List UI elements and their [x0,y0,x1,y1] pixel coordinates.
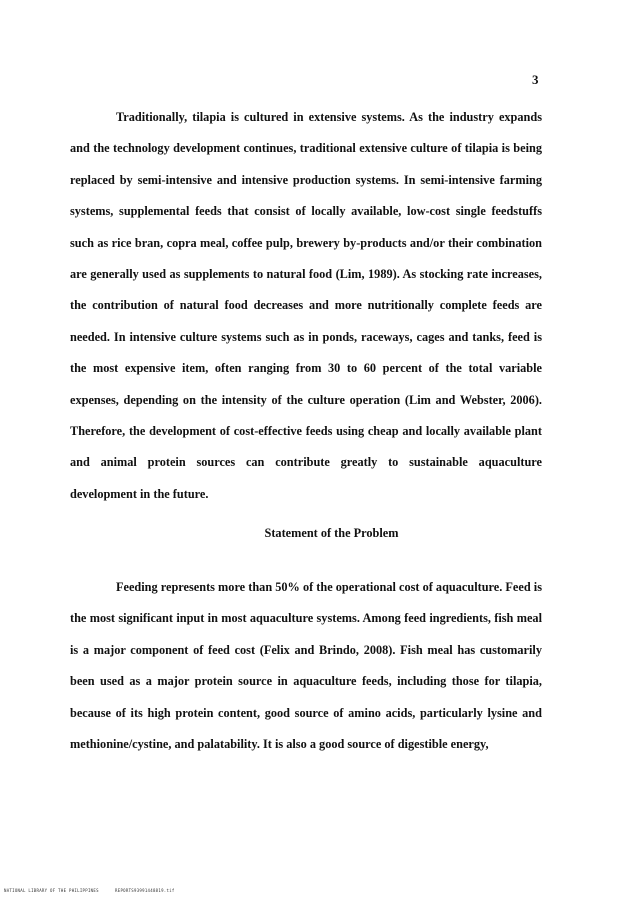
page-number: 3 [532,72,539,87]
section-heading: Statement of the Problem [264,526,399,540]
body-paragraph-intro: Traditionally, tilapia is cultured in extensive systems. As the industry expands and the technology development continues, traditional extensive culture of tilapia is being replaced by semi-intensive and intensive production systems. In semi-intensive farming systems, supplemental feeds that consist of locally available, low-cost single feedstuffs such as rice bran, copra meal, coffee pulp, brewery by-products and/or their combination are generally used as supplements to natural food (Lim, 1989). As stocking rate increases, the contribution of natural food decreases and more nutritionally complete feeds are needed. In intensive culture systems such as in ponds, raceways, cages and tanks, feed is the most expensive item, often ranging from 30 to 60 percent of the total variable expenses, depending on the intensity of the culture operation (Lim and Webster, 2006). Therefore, the development of cost-effective feeds using cheap and locally available plant and animal protein sources can contribute greatly to sustainable aquaculture development in the future. [70,110,542,501]
scan-footer: NATIONAL LIBRARY OF THE PHILIPPINES REPORTS93991448819.tif [4,888,175,893]
body-paragraph-problem: Feeding represents more than 50% of the operational cost of aquaculture. Feed is the most significant input in most aquaculture systems. Among feed ingredients, fish meal is a major component of feed cost (Felix and Brindo, 2008). Fish meal has customarily been used as a major protein source in aquaculture feeds, including those for tilapia, because of its high protein content, good source of amino acids, particularly lysine and methionine/cystine, and palatability. It is also a good source of digestible energy, [70,580,542,752]
